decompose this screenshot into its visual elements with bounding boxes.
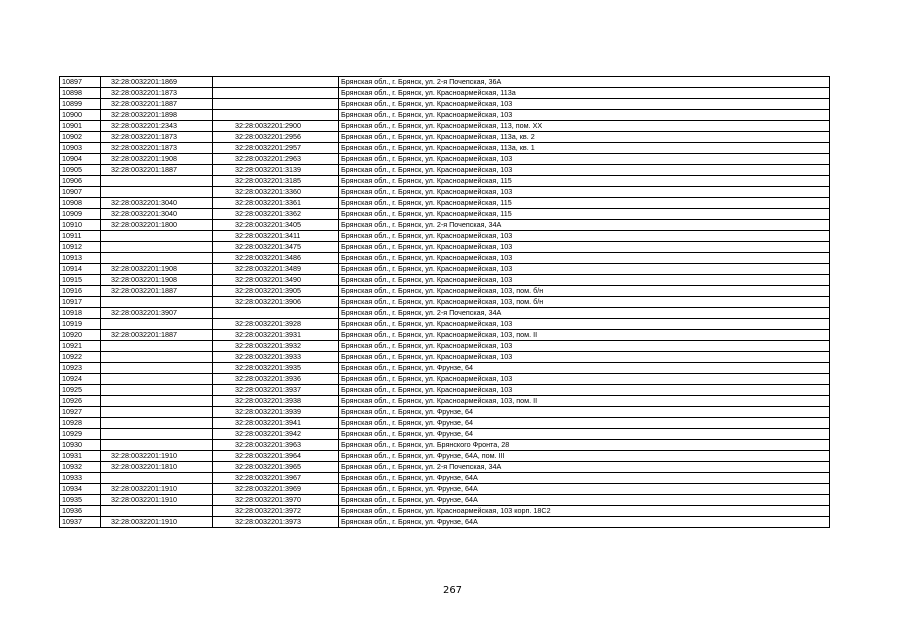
old-cadastral-number-cell — [101, 418, 213, 429]
old-cadastral-number-cell — [101, 242, 213, 253]
old-cadastral-number-cell: 32:28:0032201:1873 — [101, 132, 213, 143]
table-row — [60, 506, 830, 517]
table-row — [60, 484, 830, 495]
old-cadastral-number-cell — [101, 407, 213, 418]
new-cadastral-number-cell: 32:28:0032201:3937 — [213, 385, 339, 396]
row-number-cell: 10908 — [60, 198, 101, 209]
table-row — [60, 143, 830, 154]
new-cadastral-number-cell: 32:28:0032201:3963 — [213, 440, 339, 451]
address-cell: Брянская обл., г. Брянск, ул. 2-я Почепская, 36А — [339, 77, 830, 88]
new-cadastral-number-cell: 32:28:0032201:3362 — [213, 209, 339, 220]
address-cell: Брянская обл., г. Брянск, ул. Красноармейская, 103 — [339, 264, 830, 275]
row-number-cell: 10917 — [60, 297, 101, 308]
page-number: 267 — [442, 585, 463, 596]
old-cadastral-number-cell — [101, 176, 213, 187]
table-row — [60, 176, 830, 187]
address-cell: Брянская обл., г. Брянск, ул. 2-я Почепская, 34А — [339, 308, 830, 319]
row-number-cell: 10924 — [60, 374, 101, 385]
old-cadastral-number-cell — [101, 374, 213, 385]
table-row — [60, 132, 830, 143]
table-row — [60, 209, 830, 220]
new-cadastral-number-cell — [213, 110, 339, 121]
new-cadastral-number-cell: 32:28:0032201:3932 — [213, 341, 339, 352]
row-number-cell: 10920 — [60, 330, 101, 341]
address-cell: Брянская обл., г. Брянск, ул. Фрунзе, 64 — [339, 429, 830, 440]
table-row — [60, 396, 830, 407]
table-row — [60, 407, 830, 418]
table-row — [60, 198, 830, 209]
new-cadastral-number-cell: 32:28:0032201:3931 — [213, 330, 339, 341]
row-number-cell: 10902 — [60, 132, 101, 143]
new-cadastral-number-cell: 32:28:0032201:3933 — [213, 352, 339, 363]
table-row — [60, 374, 830, 385]
row-number-cell: 10911 — [60, 231, 101, 242]
address-cell: Брянская обл., г. Брянск, ул. Красноармейская, 103, пом. б/н — [339, 286, 830, 297]
old-cadastral-number-cell — [101, 506, 213, 517]
old-cadastral-number-cell — [101, 297, 213, 308]
table-row — [60, 110, 830, 121]
row-number-cell: 10907 — [60, 187, 101, 198]
row-number-cell: 10909 — [60, 209, 101, 220]
table-row — [60, 352, 830, 363]
address-cell: Брянская обл., г. Брянск, ул. Красноармейская, 103 — [339, 165, 830, 176]
table-row — [60, 440, 830, 451]
new-cadastral-number-cell: 32:28:0032201:3905 — [213, 286, 339, 297]
row-number-cell: 10921 — [60, 341, 101, 352]
address-cell: Брянская обл., г. Брянск, ул. Красноармейская, 103, пом. II — [339, 396, 830, 407]
old-cadastral-number-cell: 32:28:0032201:1887 — [101, 99, 213, 110]
row-number-cell: 10899 — [60, 99, 101, 110]
new-cadastral-number-cell: 32:28:0032201:3475 — [213, 242, 339, 253]
new-cadastral-number-cell: 32:28:0032201:3360 — [213, 187, 339, 198]
row-number-cell: 10901 — [60, 121, 101, 132]
table-row — [60, 77, 830, 88]
table-row — [60, 275, 830, 286]
address-cell: Брянская обл., г. Брянск, ул. Красноармейская, 103 — [339, 253, 830, 264]
address-cell: Брянская обл., г. Брянск, ул. Красноармейская, 113а, кв. 2 — [339, 132, 830, 143]
table-row — [60, 99, 830, 110]
row-number-cell: 10932 — [60, 462, 101, 473]
old-cadastral-number-cell: 32:28:0032201:3040 — [101, 209, 213, 220]
new-cadastral-number-cell: 32:28:0032201:3405 — [213, 220, 339, 231]
address-cell: Брянская обл., г. Брянск, ул. Красноармейская, 113а — [339, 88, 830, 99]
row-number-cell: 10897 — [60, 77, 101, 88]
new-cadastral-number-cell: 32:28:0032201:3972 — [213, 506, 339, 517]
old-cadastral-number-cell — [101, 473, 213, 484]
address-cell: Брянская обл., г. Брянск, ул. 2-я Почепская, 34А — [339, 220, 830, 231]
address-cell: Брянская обл., г. Брянск, ул. Красноармейская, 103 — [339, 231, 830, 242]
old-cadastral-number-cell — [101, 385, 213, 396]
table-row — [60, 495, 830, 506]
row-number-cell: 10914 — [60, 264, 101, 275]
address-cell: Брянская обл., г. Брянск, ул. Красноармейская, 115 — [339, 176, 830, 187]
table-row — [60, 341, 830, 352]
old-cadastral-number-cell — [101, 231, 213, 242]
table-row — [60, 286, 830, 297]
old-cadastral-number-cell: 32:28:0032201:3907 — [101, 308, 213, 319]
address-cell: Брянская обл., г. Брянск, ул. Фрунзе, 64А — [339, 495, 830, 506]
old-cadastral-number-cell: 32:28:0032201:1887 — [101, 330, 213, 341]
old-cadastral-number-cell — [101, 319, 213, 330]
address-cell: Брянская обл., г. Брянск, ул. Красноармейская, 103 — [339, 154, 830, 165]
old-cadastral-number-cell: 32:28:0032201:1908 — [101, 154, 213, 165]
new-cadastral-number-cell: 32:28:0032201:3938 — [213, 396, 339, 407]
new-cadastral-number-cell: 32:28:0032201:3361 — [213, 198, 339, 209]
row-number-cell: 10900 — [60, 110, 101, 121]
table-row — [60, 297, 830, 308]
old-cadastral-number-cell: 32:28:0032201:1910 — [101, 484, 213, 495]
table-row — [60, 330, 830, 341]
table-row — [60, 231, 830, 242]
address-cell: Брянская обл., г. Брянск, ул. Красноармейская, 103 — [339, 99, 830, 110]
address-cell: Брянская обл., г. Брянск, ул. Красноармейская, 103 — [339, 110, 830, 121]
cadastral-table — [59, 76, 830, 528]
row-number-cell: 10905 — [60, 165, 101, 176]
address-cell: Брянская обл., г. Брянск, ул. Красноармейская, 103 — [339, 374, 830, 385]
address-cell: Брянская обл., г. Брянск, ул. Фрунзе, 64А — [339, 473, 830, 484]
address-cell: Брянская обл., г. Брянск, ул. Красноармейская, 115 — [339, 198, 830, 209]
table-row — [60, 418, 830, 429]
new-cadastral-number-cell: 32:28:0032201:3928 — [213, 319, 339, 330]
old-cadastral-number-cell: 32:28:0032201:1910 — [101, 451, 213, 462]
old-cadastral-number-cell: 32:28:0032201:1910 — [101, 517, 213, 528]
old-cadastral-number-cell: 32:28:0032201:1869 — [101, 77, 213, 88]
row-number-cell: 10936 — [60, 506, 101, 517]
table-row — [60, 121, 830, 132]
row-number-cell: 10910 — [60, 220, 101, 231]
new-cadastral-number-cell: 32:28:0032201:2956 — [213, 132, 339, 143]
old-cadastral-number-cell: 32:28:0032201:1908 — [101, 264, 213, 275]
old-cadastral-number-cell: 32:28:0032201:1887 — [101, 286, 213, 297]
address-cell: Брянская обл., г. Брянск, ул. Брянского Фронта, 28 — [339, 440, 830, 451]
row-number-cell: 10930 — [60, 440, 101, 451]
row-number-cell: 10918 — [60, 308, 101, 319]
new-cadastral-number-cell: 32:28:0032201:3967 — [213, 473, 339, 484]
new-cadastral-number-cell: 32:28:0032201:3411 — [213, 231, 339, 242]
old-cadastral-number-cell — [101, 396, 213, 407]
old-cadastral-number-cell: 32:28:0032201:3040 — [101, 198, 213, 209]
address-cell: Брянская обл., г. Брянск, ул. Красноармейская, 103 — [339, 385, 830, 396]
row-number-cell: 10931 — [60, 451, 101, 462]
new-cadastral-number-cell: 32:28:0032201:3942 — [213, 429, 339, 440]
row-number-cell: 10929 — [60, 429, 101, 440]
row-number-cell: 10922 — [60, 352, 101, 363]
address-cell: Брянская обл., г. Брянск, ул. Фрунзе, 64А — [339, 484, 830, 495]
new-cadastral-number-cell: 32:28:0032201:3486 — [213, 253, 339, 264]
new-cadastral-number-cell: 32:28:0032201:2963 — [213, 154, 339, 165]
new-cadastral-number-cell: 32:28:0032201:3936 — [213, 374, 339, 385]
old-cadastral-number-cell: 32:28:0032201:1810 — [101, 462, 213, 473]
row-number-cell: 10926 — [60, 396, 101, 407]
row-number-cell: 10933 — [60, 473, 101, 484]
old-cadastral-number-cell: 32:28:0032201:1898 — [101, 110, 213, 121]
table-row — [60, 242, 830, 253]
new-cadastral-number-cell: 32:28:0032201:3965 — [213, 462, 339, 473]
table-row — [60, 429, 830, 440]
row-number-cell: 10912 — [60, 242, 101, 253]
address-cell: Брянская обл., г. Брянск, ул. Фрунзе, 64А — [339, 517, 830, 528]
old-cadastral-number-cell — [101, 352, 213, 363]
table-row — [60, 363, 830, 374]
address-cell: Брянская обл., г. Брянск, ул. Красноармейская, 115 — [339, 209, 830, 220]
new-cadastral-number-cell — [213, 308, 339, 319]
table-row — [60, 220, 830, 231]
table-row — [60, 187, 830, 198]
old-cadastral-number-cell: 32:28:0032201:1910 — [101, 495, 213, 506]
row-number-cell: 10916 — [60, 286, 101, 297]
row-number-cell: 10903 — [60, 143, 101, 154]
old-cadastral-number-cell — [101, 440, 213, 451]
new-cadastral-number-cell: 32:28:0032201:3964 — [213, 451, 339, 462]
table-row — [60, 473, 830, 484]
address-cell: Брянская обл., г. Брянск, ул. Красноармейская, 113а, кв. 1 — [339, 143, 830, 154]
row-number-cell: 10934 — [60, 484, 101, 495]
new-cadastral-number-cell: 32:28:0032201:3139 — [213, 165, 339, 176]
table-row — [60, 308, 830, 319]
old-cadastral-number-cell — [101, 429, 213, 440]
table-row — [60, 517, 830, 528]
address-cell: Брянская обл., г. Брянск, ул. Фрунзе, 64 — [339, 418, 830, 429]
table-row — [60, 165, 830, 176]
new-cadastral-number-cell — [213, 77, 339, 88]
table-body — [60, 77, 830, 528]
new-cadastral-number-cell: 32:28:0032201:3973 — [213, 517, 339, 528]
address-cell: Брянская обл., г. Брянск, ул. Красноармейская, 103 — [339, 242, 830, 253]
old-cadastral-number-cell: 32:28:0032201:1908 — [101, 275, 213, 286]
new-cadastral-number-cell: 32:28:0032201:3970 — [213, 495, 339, 506]
new-cadastral-number-cell — [213, 99, 339, 110]
address-cell: Брянская обл., г. Брянск, ул. Красноармейская, 103 — [339, 275, 830, 286]
address-cell: Брянская обл., г. Брянск, ул. Красноармейская, 103 — [339, 352, 830, 363]
new-cadastral-number-cell: 32:28:0032201:3490 — [213, 275, 339, 286]
new-cadastral-number-cell — [213, 88, 339, 99]
row-number-cell: 10904 — [60, 154, 101, 165]
row-number-cell: 10919 — [60, 319, 101, 330]
table-row — [60, 253, 830, 264]
table-row — [60, 451, 830, 462]
address-cell: Брянская обл., г. Брянск, ул. 2-я Почепская, 34А — [339, 462, 830, 473]
row-number-cell: 10906 — [60, 176, 101, 187]
old-cadastral-number-cell — [101, 187, 213, 198]
address-cell: Брянская обл., г. Брянск, ул. Красноармейская, 103, пом. II — [339, 330, 830, 341]
address-cell: Брянская обл., г. Брянск, ул. Фрунзе, 64 — [339, 363, 830, 374]
new-cadastral-number-cell: 32:28:0032201:2900 — [213, 121, 339, 132]
new-cadastral-number-cell: 32:28:0032201:2957 — [213, 143, 339, 154]
row-number-cell: 10935 — [60, 495, 101, 506]
new-cadastral-number-cell: 32:28:0032201:3185 — [213, 176, 339, 187]
row-number-cell: 10937 — [60, 517, 101, 528]
table-row — [60, 385, 830, 396]
old-cadastral-number-cell: 32:28:0032201:2343 — [101, 121, 213, 132]
new-cadastral-number-cell: 32:28:0032201:3941 — [213, 418, 339, 429]
old-cadastral-number-cell: 32:28:0032201:1873 — [101, 143, 213, 154]
table-row — [60, 264, 830, 275]
address-cell: Брянская обл., г. Брянск, ул. Красноармейская, 103 — [339, 319, 830, 330]
address-cell: Брянская обл., г. Брянск, ул. Красноармейская, 113, пом. XX — [339, 121, 830, 132]
address-cell: Брянская обл., г. Брянск, ул. Фрунзе, 64 — [339, 407, 830, 418]
address-cell: Брянская обл., г. Брянск, ул. Красноармейская, 103 корп. 18С2 — [339, 506, 830, 517]
old-cadastral-number-cell: 32:28:0032201:1873 — [101, 88, 213, 99]
old-cadastral-number-cell — [101, 253, 213, 264]
old-cadastral-number-cell: 32:28:0032201:1887 — [101, 165, 213, 176]
table-row — [60, 319, 830, 330]
table-row — [60, 154, 830, 165]
row-number-cell: 10928 — [60, 418, 101, 429]
table-row — [60, 88, 830, 99]
address-cell: Брянская обл., г. Брянск, ул. Красноармейская, 103 — [339, 341, 830, 352]
new-cadastral-number-cell: 32:28:0032201:3906 — [213, 297, 339, 308]
row-number-cell: 10927 — [60, 407, 101, 418]
new-cadastral-number-cell: 32:28:0032201:3939 — [213, 407, 339, 418]
row-number-cell: 10915 — [60, 275, 101, 286]
old-cadastral-number-cell — [101, 363, 213, 374]
address-cell: Брянская обл., г. Брянск, ул. Красноармейская, 103, пом. б/н — [339, 297, 830, 308]
old-cadastral-number-cell: 32:28:0032201:1800 — [101, 220, 213, 231]
row-number-cell: 10898 — [60, 88, 101, 99]
new-cadastral-number-cell: 32:28:0032201:3489 — [213, 264, 339, 275]
old-cadastral-number-cell — [101, 341, 213, 352]
table-row — [60, 462, 830, 473]
new-cadastral-number-cell: 32:28:0032201:3969 — [213, 484, 339, 495]
row-number-cell: 10913 — [60, 253, 101, 264]
address-cell: Брянская обл., г. Брянск, ул. Фрунзе, 64А, пом. III — [339, 451, 830, 462]
row-number-cell: 10925 — [60, 385, 101, 396]
address-cell: Брянская обл., г. Брянск, ул. Красноармейская, 103 — [339, 187, 830, 198]
row-number-cell: 10923 — [60, 363, 101, 374]
new-cadastral-number-cell: 32:28:0032201:3935 — [213, 363, 339, 374]
